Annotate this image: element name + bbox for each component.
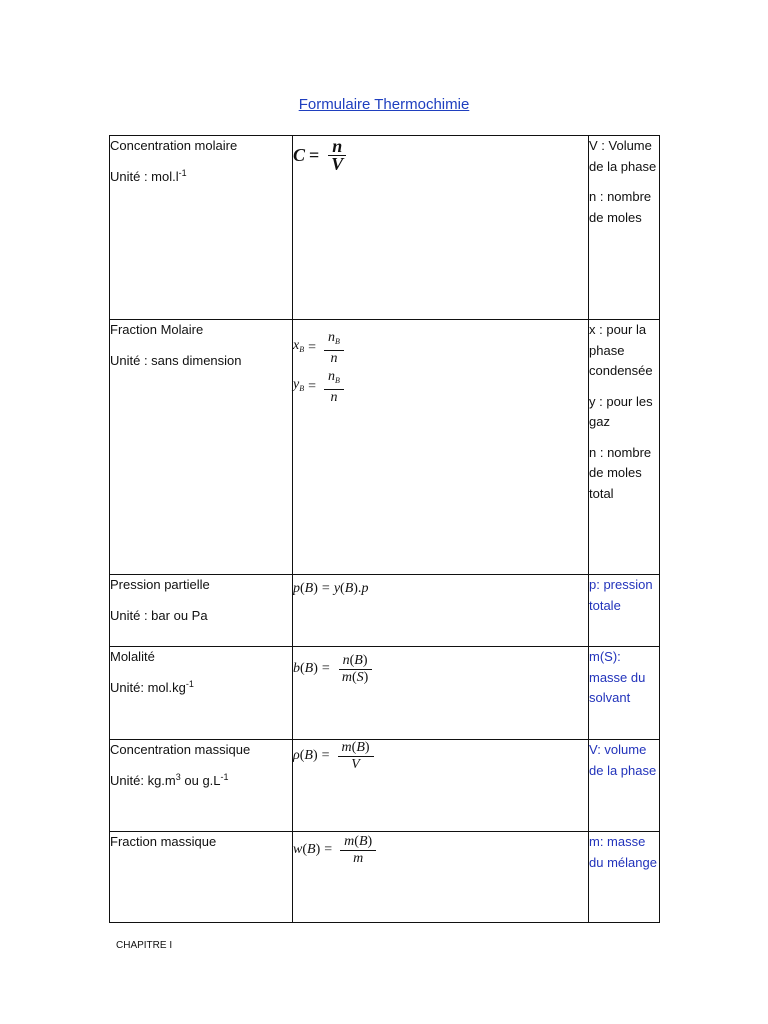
quantity-name: Concentration molaire — [110, 138, 238, 153]
formula-fraction-molaire-y: $y_B$ = $\frac{n_B}{n}$ — [293, 369, 588, 406]
quantity-name: Molalité — [110, 649, 155, 664]
formula-concentration-massique: ρ ( B ) = $\frac{m(B)}{V}$ — [293, 740, 588, 773]
notes-cell — [589, 575, 660, 647]
notes-cell — [589, 647, 660, 740]
footer-chapter: CHAPITRE I — [116, 940, 173, 951]
formula-cell — [293, 832, 589, 923]
note: p: pression totale — [589, 577, 653, 613]
table-row — [110, 740, 660, 832]
quantity-name: Pression partielle — [110, 577, 210, 592]
quantity-cell — [110, 832, 293, 923]
table-row — [110, 647, 660, 740]
formula-cell — [293, 740, 589, 832]
quantity-name: Concentration massique — [110, 742, 251, 757]
formula-cell — [293, 320, 589, 575]
note: V : Volume de la phase — [589, 138, 657, 174]
table-row — [110, 320, 660, 575]
formula-cell — [293, 575, 589, 647]
note: n : nombre de moles total — [589, 444, 652, 501]
note: m(S): masse du solvant — [589, 649, 646, 705]
formula-pression-partielle: p ( B ) = y ( B ). p — [293, 581, 369, 596]
formula-concentration-molaire: C = $\frac{n}{V}$ — [293, 138, 588, 173]
quantity-unit: Unité : bar ou Pa — [110, 607, 208, 623]
notes-cell — [589, 136, 660, 320]
notes-cell — [589, 320, 660, 575]
notes-cell — [589, 832, 660, 923]
quantity-name: Fraction massique — [110, 834, 217, 849]
page-title: Formulaire Thermochimie — [298, 96, 470, 113]
quantity-cell — [110, 647, 293, 740]
quantity-name: Fraction Molaire — [110, 322, 204, 337]
note: V: volume de la phase — [589, 742, 657, 778]
quantity-unit: Unité: $kg.m^3$ ou $g.L^{-1}$ — [110, 771, 229, 788]
formula-fraction-massique: w ( B ) = $\frac{m(B)}{m}$ — [293, 834, 588, 867]
quantity-cell — [110, 740, 293, 832]
note: n : nombre de moles — [589, 189, 652, 225]
quantity-cell — [110, 136, 293, 320]
quantity-unit: Unité : sans dimension — [110, 352, 242, 368]
notes-cell — [589, 740, 660, 832]
formula-table — [109, 135, 660, 923]
quantity-cell — [110, 575, 293, 647]
note: m: masse du mélange — [589, 834, 657, 870]
note: y : pour les gaz — [589, 393, 653, 429]
table-row — [110, 136, 660, 320]
quantity-cell — [110, 320, 293, 575]
formula-molalite: b ( B ) = $\frac{n(B)}{m(S)}$ — [293, 653, 588, 686]
formula-fraction-molaire-x: $x_B$ = $\frac{n_B}{n}$ — [293, 330, 588, 367]
table-row — [110, 575, 660, 647]
quantity-unit: Unité : $mol.l^{-1}$ — [110, 167, 187, 184]
note: x : pour la phase condensée — [589, 322, 653, 378]
quantity-unit: Unité: $mol.kg^{-1}$ — [110, 678, 194, 695]
formula-cell — [293, 647, 589, 740]
formula-cell — [293, 136, 589, 320]
table-row — [110, 832, 660, 923]
